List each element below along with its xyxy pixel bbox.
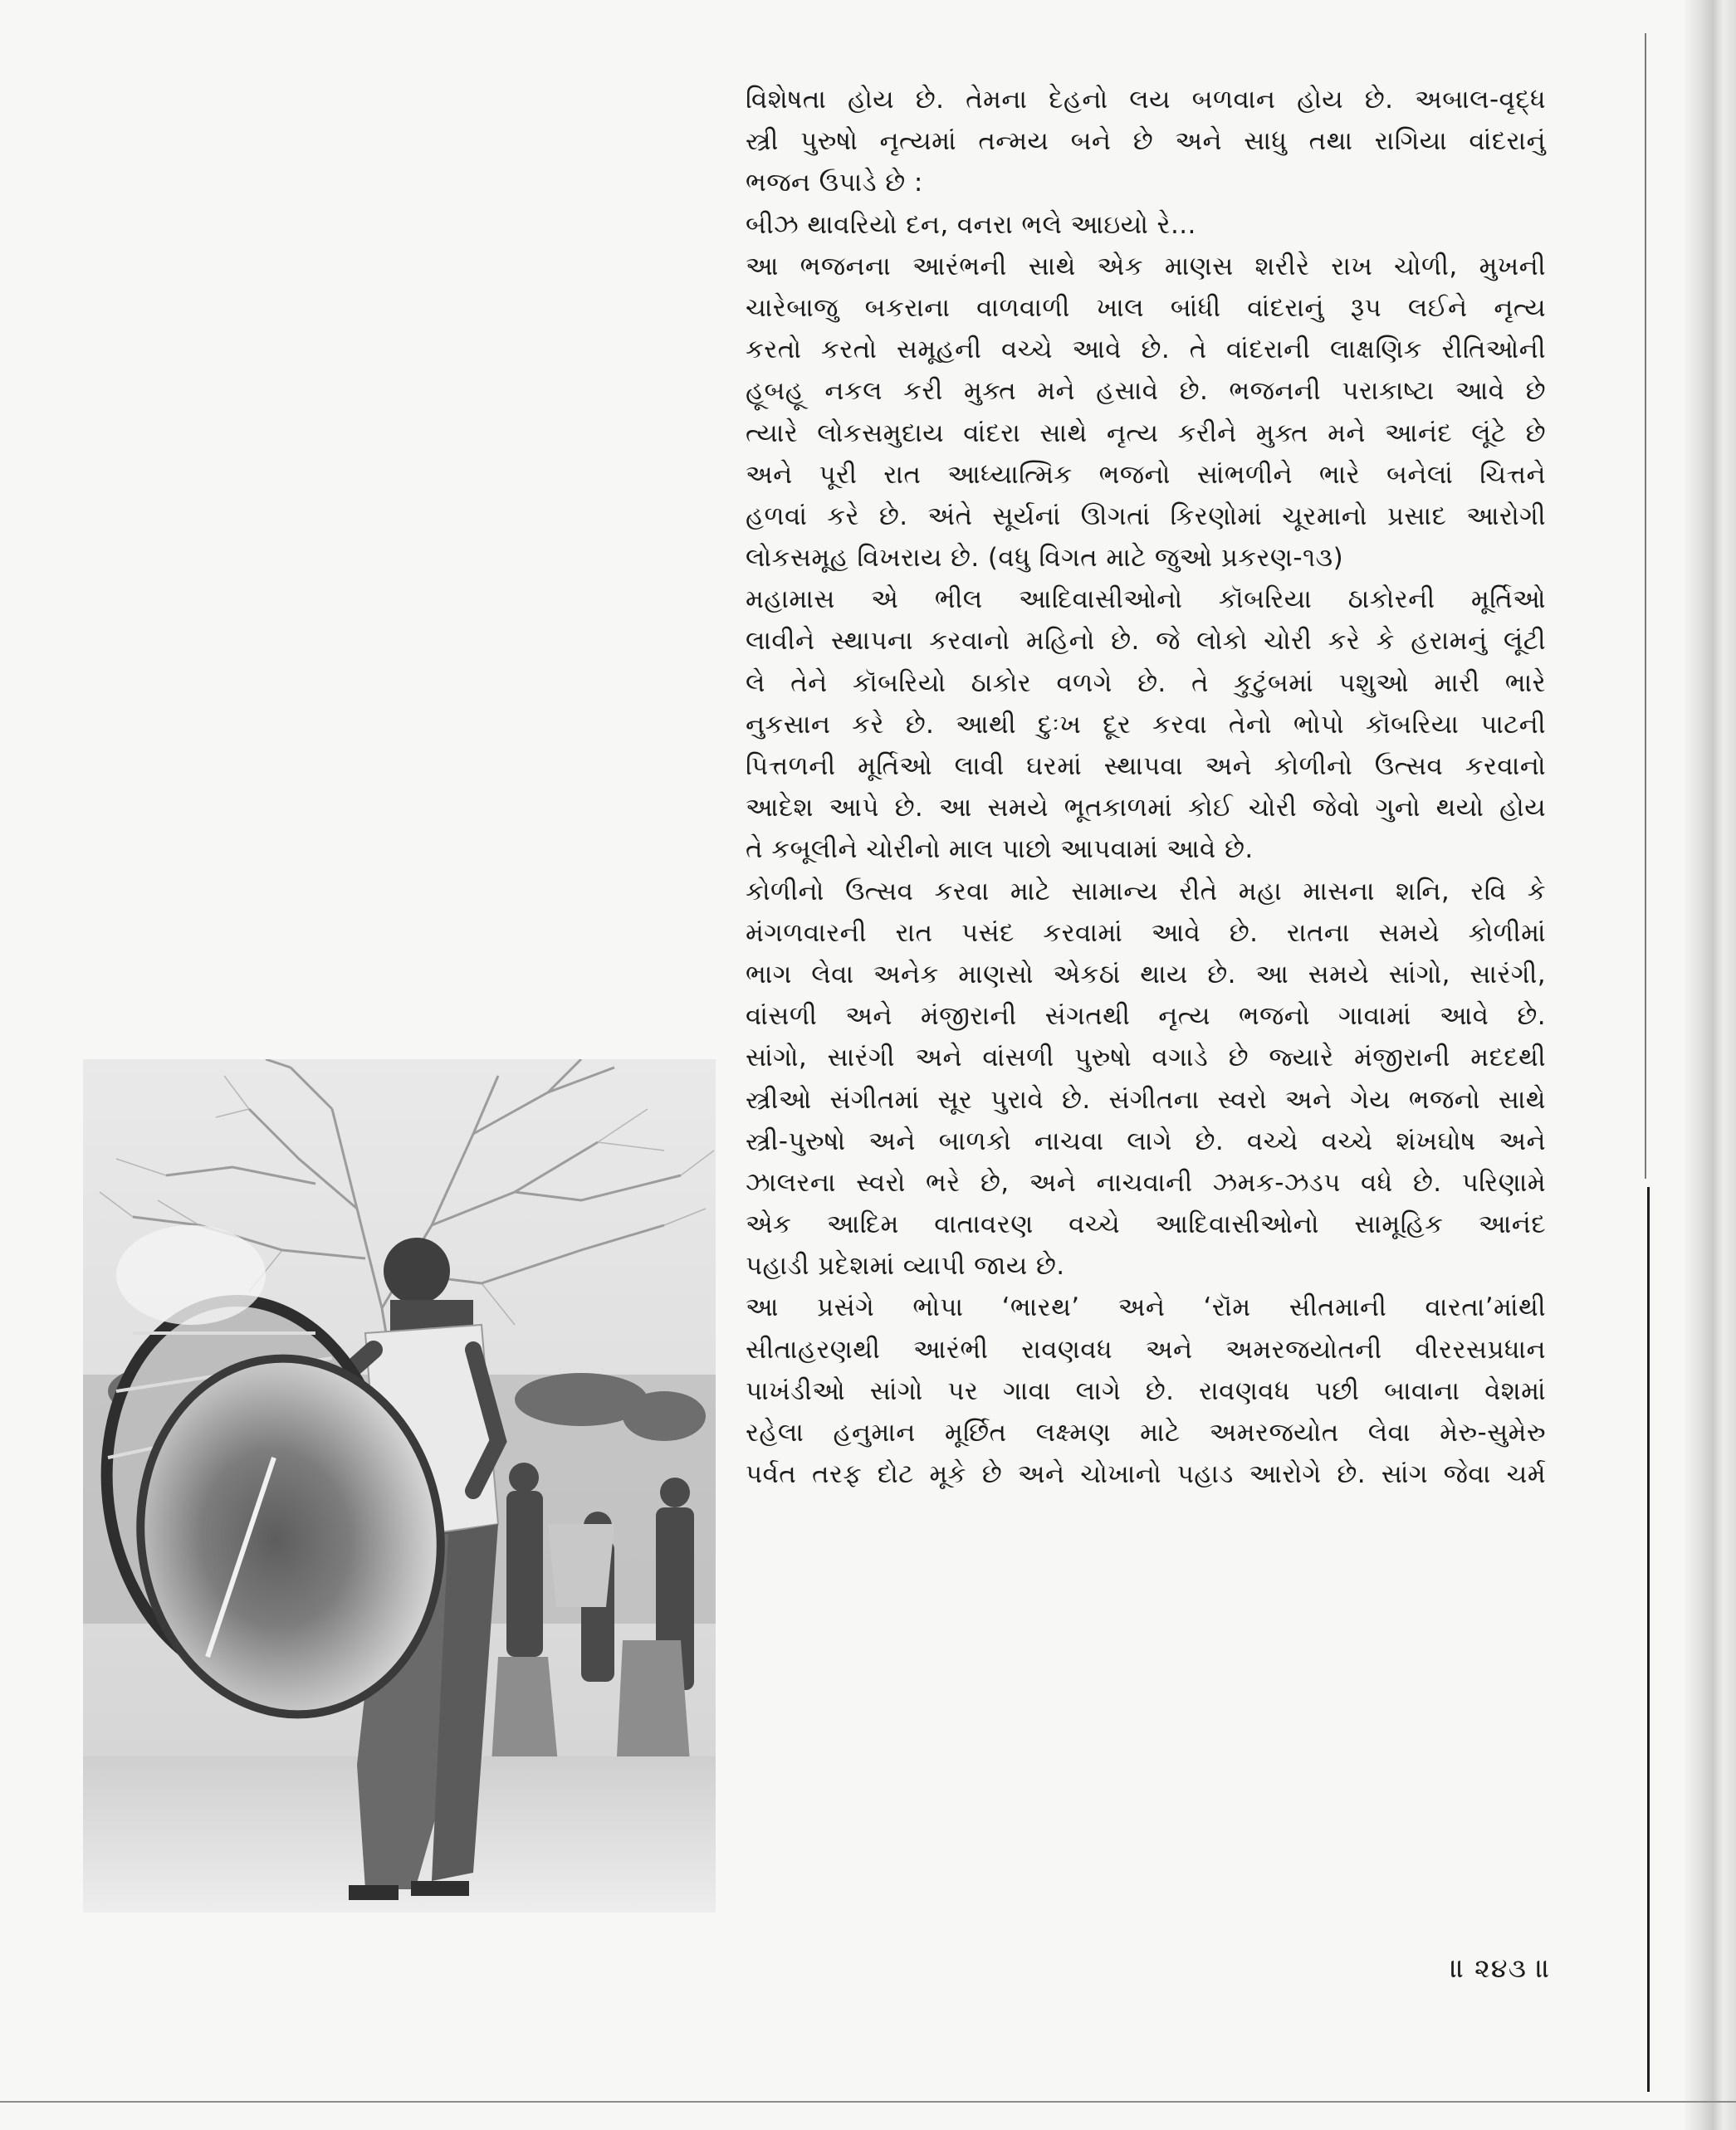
text-line: પિત્તળની મૂર્તિઓ લાવી ઘરમાં સ્થાપવા અને કોળીનો ઉત્સવ કરવાનો — [746, 751, 1546, 781]
text-line: વાંસળી અને મંજીરાની સંગતથી નૃત્ય ભજનો ગાવામાં આવે છે. — [746, 1001, 1546, 1032]
text-line: કરતો કરતો સમૂહની વચ્ચે આવે છે. તે વાંદરાની લાક્ષણિક રીતિઓની — [746, 335, 1546, 365]
text-line: પાખંડીઓ સાંગો પર ગાવા લાગે છે. રાવણવધ પછી બાવાના વેશમાં — [746, 1375, 1546, 1406]
text-line: પહાડી પ્રદેશમાં વ્યાપી જાય છે. — [746, 1251, 1065, 1282]
text-line: હૂબહૂ નકલ કરી મુક્ત મને હસાવે છે. ભજનની પરાકાષ્ટા આવે છે — [746, 376, 1546, 407]
text-line: મહામાસ એ ભીલ આદિવાસીઓનો કૉબરિયા ઠાકોરની મૂર્તિઓ — [746, 584, 1546, 615]
text-line: સ્ત્રીઓ સંગીતમાં સૂર પુરાવે છે. સંગીતના સ્વરો અને ગેય ભજનો સાથે — [746, 1084, 1546, 1115]
text-line: અને પૂરી રાત આધ્યાત્મિક ભજનો સાંભળીને ભારે બનેલાં ચિત્તને — [746, 459, 1546, 490]
bottom-edge — [0, 2101, 1736, 2103]
photo-drummer — [83, 1059, 716, 1913]
text-line: લાવીને સ્થાપના કરવાનો મહિનો છે. જે લોકો ચોરી કરે કે હરામનું લૂંટી — [746, 626, 1546, 657]
text-line: લોકસમૂહ વિખરાય છે. (વધુ વિગત માટે જુઓ પ્રકરણ-૧૩) — [746, 543, 1344, 574]
text-line: ત્યારે લોકસમુદાય વાંદરા સાથે નૃત્ય કરીને મુક્ત મને આનંદ લૂંટે છે — [746, 418, 1546, 448]
text-line: આ પ્રસંગે ભોપા ‘ભારથ’ અને ‘રૉમ સીતમાની વારતા’માંથી — [746, 1292, 1546, 1323]
text-line: ઝાલરના સ્વરો ભરે છે, અને નાચવાની ઝમક-ઝડપ વધે છે. પરિણામે — [746, 1167, 1546, 1198]
body-text — [746, 79, 1546, 1495]
page-edge — [1647, 1187, 1650, 2092]
text-line: સીતાહરણથી આરંભી રાવણવધ અને અમરજયોતની વીરરસપ્રધાન — [746, 1334, 1546, 1365]
page-edge — [1645, 33, 1646, 1179]
text-line: પર્વત તરફ દોટ મૂકે છે અને ચોખાનો પહાડ આરોગે છે. સાંગ જેવા ચર્મ — [746, 1459, 1546, 1490]
text-line: તે કબૂલીને ચોરીનો માલ પાછો આપવામાં આવે છે. — [746, 834, 1254, 865]
text-line: હળવાં કરે છે. અંતે સૂર્યનાં ઊગતાં કિરણોમાં ચૂરમાનો પ્રસાદ આરોગી — [746, 501, 1546, 531]
text-line: સ્ત્રી-પુરુષો અને બાળકો નાચવા લાગે છે. વચ્ચે વચ્ચે શંખઘોષ અને — [746, 1126, 1546, 1156]
text-line: એક આદિમ વાતાવરણ વચ્ચે આદિવાસીઓનો સામૂહિક આનંદ — [746, 1209, 1546, 1240]
text-line: સાંગો, સારંગી અને વાંસળી પુરુષો વગાડે છે જ્યારે મંજીરાની મદદથી — [746, 1043, 1546, 1073]
page-number: ॥ ૨૪૩ ॥ — [1450, 1952, 1551, 1984]
text-line: આ ભજનના આરંભની સાથે એક માણસ શરીરે રાખ ચોળી, મુખની — [746, 251, 1546, 281]
text-line: ભજન ઉપાડે છે : — [746, 168, 923, 198]
text-line: સ્ત્રી પુરુષો નૃત્યમાં તન્મય બને છે અને સાધુ તથા રાગિયા વાંદરાનું — [746, 126, 1546, 157]
text-line: ભાગ લેવા અનેક માણસો એકઠાં થાય છે. આ સમયે સાંગો, સારંગી, — [746, 959, 1546, 989]
text-line: નુકસાન કરે છે. આથી દુઃખ દૂર કરવા તેનો ભોપો કૉબરિયા પાટની — [746, 709, 1546, 740]
page-gutter-shadow — [1685, 0, 1736, 2130]
text-line: રહેલા હનુમાન મૂર્છિત લક્ષ્મણ માટે અમરજયોત લેવા મેરુ-સુમેરુ — [746, 1418, 1546, 1448]
text-line: કોળીનો ઉત્સવ કરવા માટે સામાન્ય રીતે મહા માસના શનિ, રવિ કે — [746, 876, 1546, 906]
text-line: લે તેને કૉબરિયો ઠાકોર વળગે છે. તે કુટુંબમાં પશુઓ મારી ભારે — [746, 667, 1546, 698]
text-line: આદેશ આપે છે. આ સમયે ભૂતકાળમાં કોઈ ચોરી જેવો ગુનો થયો હોય — [746, 793, 1546, 823]
text-line: બીઝ થાવરિયો દન, વનરા ભલે આઇયો રે... — [746, 209, 1196, 240]
text-line: મંગળવારની રાત પસંદ કરવામાં આવે છે. રાતના સમયે કોળીમાં — [746, 917, 1546, 948]
text-line: વિશેષતા હોય છે. તેમના દેહનો લય બળવાન હોય છે. અબાલ-વૃદ્ધ — [746, 85, 1546, 115]
text-line: ચારેબાજુ બકરાના વાળવાળી ખાલ બાંધી વાંદરાનું રૂપ લઈને નૃત્ય — [746, 292, 1546, 323]
